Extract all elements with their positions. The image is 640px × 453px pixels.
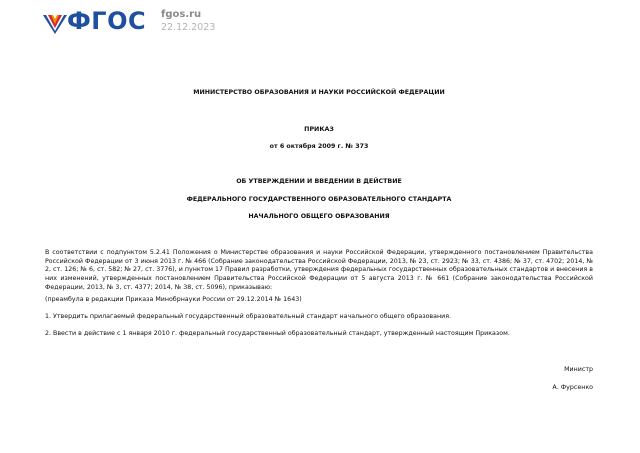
subject-line-1: ОБ УТВЕРЖДЕНИИ И ВВЕДЕНИИ В ДЕЙСТВИЕ bbox=[236, 178, 402, 185]
subject-line-3: НАЧАЛЬНОГО ОБЩЕГО ОБРАЗОВАНИЯ bbox=[248, 213, 390, 220]
site-domain[interactable]: fgos.ru bbox=[161, 9, 202, 20]
order-item-1: 1. Утвердить прилагаемый федеральный государственный образовательный стандарт начального общего образования. bbox=[45, 313, 451, 320]
fgos-logo[interactable] bbox=[42, 7, 158, 38]
signature-title: Министр bbox=[564, 366, 593, 373]
order-item-2: 2. Ввести в действие с 1 января 2010 г. федеральный государственный образовательный стандарт, утвержденный настоящим Приказом. bbox=[45, 330, 510, 337]
site-header bbox=[42, 9, 342, 39]
signature-name: А. Фурсенко bbox=[552, 384, 593, 391]
site-info bbox=[161, 9, 215, 34]
subject-line-2: ФЕДЕРАЛЬНОГО ГОСУДАРСТВЕННОГО ОБРАЗОВАТЕЛЬНОГО СТАНДАРТА bbox=[186, 196, 452, 203]
site-date: 22.12.2023 bbox=[161, 22, 216, 33]
fgos-emblem-icon bbox=[42, 10, 68, 36]
ministry-heading: МИНИСТЕРСТВО ОБРАЗОВАНИЯ И НАУКИ РОССИЙСКОЙ ФЕДЕРАЦИИ bbox=[193, 89, 445, 96]
logo-text: ФГОС bbox=[67, 7, 147, 35]
edition-note: (преамбула в редакции Приказа Минобрнауки России от 29.12.2014 № 1643) bbox=[45, 296, 302, 303]
preamble-paragraph: В соответствии с подпунктом 5.2.41 Положения о Министерстве образования и науки Российской Федерации, утвержденного постановлением Правительства Российской Федерации от 3 июня 2013 г. № 466 (Собрание законодательства Российской Федерации, 2013, № 23, ст. 2923; № 33, ст. 4386; № 37, ст. 4702; 2014, № 2, ст. 126; № 6, ст. 582; № 27, ст. 3776), и пунктом 17 Правил разработки, утверждения федеральных государственных образовательных стандартов и внесения в них изменений, утвержденных постановлением Правительства Российской Федерации от 5 августа 2013 г. № 661 (Собрание законодательства Российской Федерации, 2013, № 3, ст. 4377; 2014, № 38, ст. 5096), приказываю: bbox=[45, 249, 593, 291]
order-title: ПРИКАЗ bbox=[304, 126, 334, 133]
order-date: от 6 октября 2009 г. № 373 bbox=[269, 143, 369, 150]
